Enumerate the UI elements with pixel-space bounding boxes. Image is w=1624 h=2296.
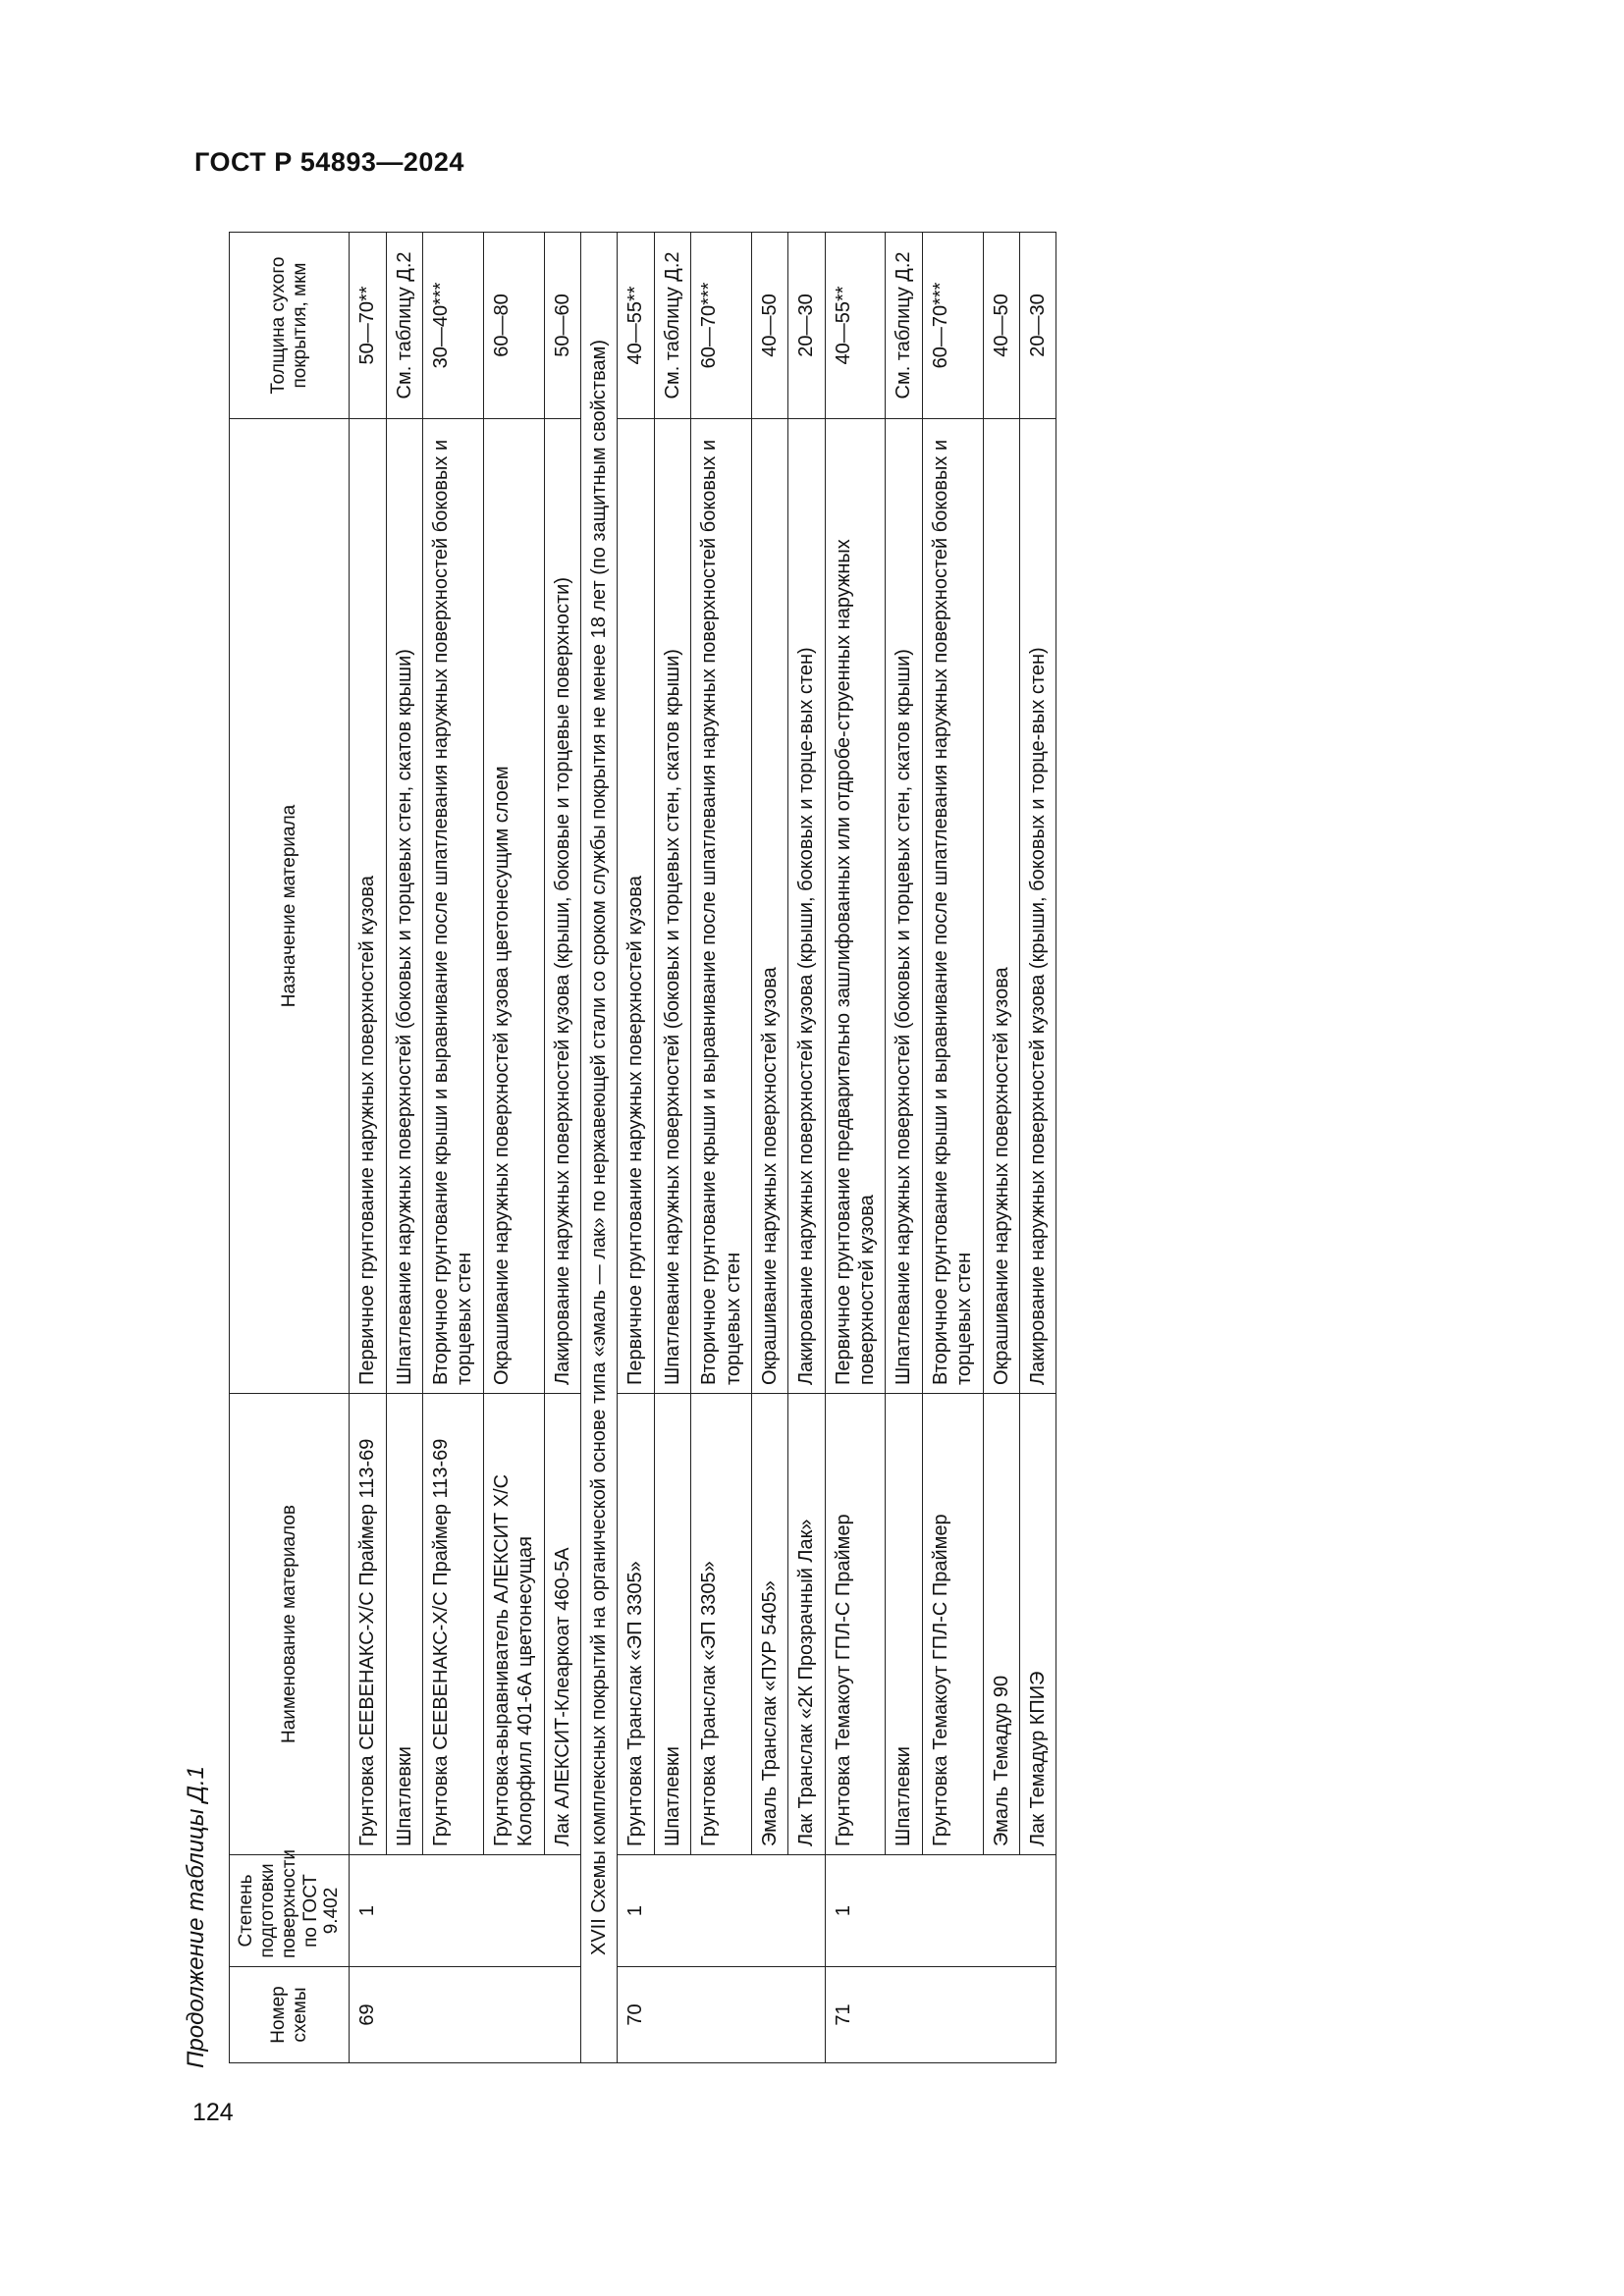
material-name: Грунтовка Темакоут ГПЛ-С Праймер (922, 1394, 983, 1855)
coating-thickness: 50—70** (350, 233, 386, 419)
table-row (544, 233, 580, 2063)
table-row (654, 233, 690, 2063)
table-row (1020, 233, 1056, 2063)
table-row (350, 233, 386, 2063)
coating-thickness: 40—50 (983, 233, 1019, 419)
material-name: Грунтовка СЕЕВЕНАКС-Х/С Праймер 113-69 (350, 1394, 386, 1855)
column-header-thickness: Толщина сухого покрытия, мкм (230, 233, 350, 419)
section-heading: XVII Схемы комплексных покрытий на органической основе типа «эмаль — лак» по нержавеющей стали со сроком службы покрытия не менее 18 лет (по защитным свойствам) (580, 233, 617, 2063)
preparation-degree: 1 (618, 1855, 825, 1967)
coating-thickness: См. таблицу Д.2 (654, 233, 690, 419)
table-row (788, 233, 825, 2063)
material-purpose: Лакирование наружных поверхностей кузова (крыши, боковых и торце-вых стен) (788, 419, 825, 1394)
coating-thickness: 20—30 (788, 233, 825, 419)
coating-thickness: См. таблицу Д.2 (386, 233, 422, 419)
material-purpose: Окрашивание наружных поверхностей кузова (983, 419, 1019, 1394)
material-purpose: Окрашивание наружных поверхностей кузова (751, 419, 787, 1394)
coating-thickness: 60—70*** (922, 233, 983, 419)
material-purpose: Первичное грунтование наружных поверхностей кузова (618, 419, 654, 1394)
material-purpose: Лакирование наружных поверхностей кузова (крыши, боковых и торце-вых стен) (1020, 419, 1056, 1394)
material-purpose: Вторичное грунтование крыши и выравнивание после шпатлевания наружных поверхностей боковых и торцевых стен (922, 419, 983, 1394)
column-header-scheme: Номер схемы (230, 1967, 350, 2063)
table-row (886, 233, 922, 2063)
table-row (483, 233, 544, 2063)
coating-thickness: 20—30 (1020, 233, 1056, 419)
material-purpose: Окрашивание наружных поверхностей кузова цветонесущим слоем (483, 419, 544, 1394)
material-purpose: Первичное грунтование предварительно зашлифованных или отдробе-струенных наружных поверхностей кузова (825, 419, 886, 1394)
material-purpose: Первичное грунтование наружных поверхностей кузова (350, 419, 386, 1394)
preparation-degree: 1 (825, 1855, 1056, 1967)
coating-thickness: 40—55** (825, 233, 886, 419)
scheme-number: 69 (350, 1967, 581, 2063)
table-row (618, 233, 654, 2063)
document-header: ГОСТ Р 54893—2024 (194, 147, 464, 177)
material-name: Эмаль Транслак «ПУР 5405» (751, 1394, 787, 1855)
coating-thickness: 40—50 (751, 233, 787, 419)
page-number: 124 (192, 2099, 234, 2126)
table-row (386, 233, 422, 2063)
column-header-material-name: Наименование материалов (230, 1394, 350, 1855)
scheme-number: 71 (825, 1967, 1056, 2063)
material-purpose: Шпатлевание наружных поверхностей (боковых и торцевых стен, скатов крыши) (886, 419, 922, 1394)
coating-thickness: 60—70*** (691, 233, 752, 419)
material-purpose: Шпатлевание наружных поверхностей (боковых и торцевых стен, скатов крыши) (386, 419, 422, 1394)
table-header-row (230, 233, 350, 2063)
table-row (751, 233, 787, 2063)
material-name: Грунтовка Транслак «ЭП 3305» (691, 1394, 752, 1855)
section-heading-row (580, 233, 617, 2063)
table-continuation-label: Продолжение таблицы Д.1 (183, 1765, 209, 2068)
material-purpose: Вторичное грунтование крыши и выравнивание после шпатлевания наружных поверхностей боковых и торцевых стен (423, 419, 484, 1394)
table-row (983, 233, 1019, 2063)
coating-thickness: 40—55** (618, 233, 654, 419)
material-name: Эмаль Темадур 90 (983, 1394, 1019, 1855)
material-purpose: Вторичное грунтование крыши и выравнивание после шпатлевания наружных поверхностей боковых и торцевых стен (691, 419, 752, 1394)
preparation-degree: 1 (350, 1855, 581, 1967)
coating-thickness: 30—40*** (423, 233, 484, 419)
table-row (423, 233, 484, 2063)
coating-thickness: 50—60 (544, 233, 580, 419)
table-row (691, 233, 752, 2063)
scheme-number: 70 (618, 1967, 825, 2063)
material-name: Лак Темадур КПИЭ (1020, 1394, 1056, 1855)
material-name: Шпатлевки (886, 1394, 922, 1855)
material-name: Шпатлевки (654, 1394, 690, 1855)
table-row (922, 233, 983, 2063)
material-name: Грунтовка Темакоут ГПЛ-С Праймер (825, 1394, 886, 1855)
material-name: Грунтовка СЕЕВЕНАКС-Х/С Праймер 113-69 (423, 1394, 484, 1855)
column-header-degree: Степень подготовки поверхности по ГОСТ 9.402 (230, 1855, 350, 1967)
coating-thickness: См. таблицу Д.2 (886, 233, 922, 419)
column-header-purpose: Назначение материала (230, 419, 350, 1394)
material-purpose: Лакирование наружных поверхностей кузова (крыши, боковые и торцевые поверхности) (544, 419, 580, 1394)
material-purpose: Шпатлевание наружных поверхностей (боковых и торцевых стен, скатов крыши) (654, 419, 690, 1394)
rotated-table-area (183, 228, 1538, 2068)
table-row (825, 233, 886, 2063)
material-name: Лак АЛЕКСИТ-Клеаркоат 460-5А (544, 1394, 580, 1855)
material-name: Лак Транслак «2К Прозрачный Лак» (788, 1394, 825, 1855)
material-name: Грунтовка Транслак «ЭП 3305» (618, 1394, 654, 1855)
material-name: Шпатлевки (386, 1394, 422, 1855)
coating-thickness: 60—80 (483, 233, 544, 419)
material-name: Грунтовка-выравниватель АЛЕКСИТ Х/С Колорфилл 401-6А цветонесущая (483, 1394, 544, 1855)
coatings-table (229, 232, 1056, 2063)
